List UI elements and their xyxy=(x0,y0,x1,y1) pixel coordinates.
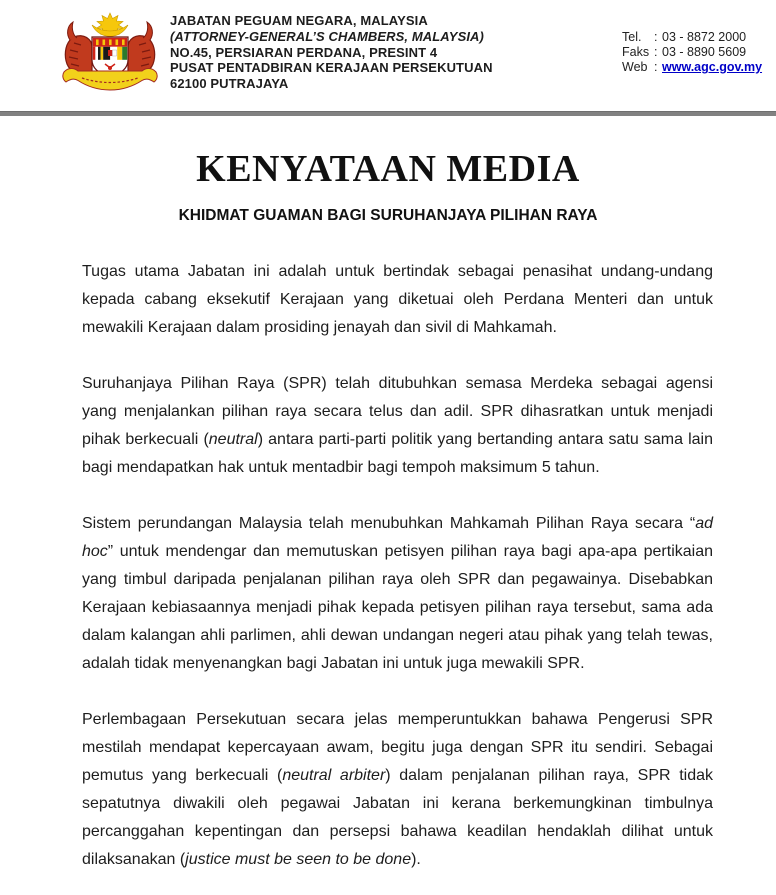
star-and-crescent-icon xyxy=(92,13,128,36)
fax-value: 03 - 8890 5609 xyxy=(662,45,747,59)
paragraph-4: Perlembagaan Persekutuan secara jelas memperuntukkan bahawa Pengerusi SPR mestilah mendapat kepercayaan awam, begitu juga dengan SPR itu sendiri. Sebagai pemutus yang berkecuali (neutral arbiter) dalam penjalanan pilihan raya, SPR tidak sepatutnya diwakili oleh pegawai Jabatan ini kerana berkemungkinan timbulnya percanggahan kepentingan dan persepsi bahawa keadilan hendaklah dilihat untuk dilaksanakan (justice must be seen to be done). xyxy=(82,711,714,868)
page-subtitle: KHIDMAT GUAMAN BAGI SURUHANJAYA PILIHAN RAYA xyxy=(178,207,598,224)
letterhead xyxy=(0,0,776,111)
address-line-1: NO.45, PERSIARAN PERDANA, PRESINT 4 xyxy=(170,44,438,60)
web-label: Web xyxy=(622,60,648,74)
paragraph-2: Suruhanjaya Pilihan Raya (SPR) telah ditubuhkan semasa Merdeka sebagai agensi yang menjalankan pilihan raya secara telus dan adil. SPR dihasratkan untuk menjadi pihak berkecuali (neutral) antara parti-parti politik yang bertanding antara satu sama lain bagi mendapatkan hak untuk mentadbir bagi tempoh maksimum 5 tahun. xyxy=(82,375,714,476)
paragraph-3: Sistem perundangan Malaysia telah menubuhkan Mahkamah Pilihan Raya secara “ad hoc” untuk mendengar dan memutuskan petisyen pilihan raya bagi apa-apa pertikaian yang timbul daripada penjalanan pilihan raya oleh SPR dan pegawainya. Disebabkan Kerajaan kebiasaannya menjadi pihak kepada petisyen pilihan raya tersebut, sama ada dalam kalangan ahli parlimen, ahli dewan undangan negeri atau pihak yang telah tewas, adalah tidak menyenangkan bagi Jabatan ini untuk juga mewakili SPR. xyxy=(82,515,713,672)
org-name-english-line: (ATTORNEY-GENERAL’S CHAMBERS, MALAYSIA) xyxy=(170,28,484,44)
website-link[interactable]: www.agc.gov.my xyxy=(662,60,763,74)
malaysia-coat-of-arms-logo xyxy=(58,12,162,100)
address-line-2: PUSAT PENTADBIRAN KERAJAAN PERSEKUTUAN xyxy=(170,60,493,76)
letterhead-divider xyxy=(0,111,776,116)
tel-separator: : xyxy=(654,30,658,44)
paragraph-1: Tugas utama Jabatan ini adalah untuk bertindak sebagai penasihat undang-undang kepada cabang eksekutif Kerajaan yang diketuai oleh Perdana Menteri dan untuk mewakili Kerajaan dalam prosiding jenayah dan sivil di Mahkamah. xyxy=(82,263,713,336)
address-line-3: 62100 PUTRAJAYA xyxy=(170,76,289,92)
tel-row xyxy=(622,30,762,45)
contact-block xyxy=(622,30,762,75)
office-address-block xyxy=(170,13,493,92)
fax-separator: : xyxy=(654,45,658,59)
fax-row xyxy=(622,45,762,60)
page-title: KENYATAAN MEDIA xyxy=(196,148,580,190)
web-row xyxy=(622,60,762,75)
banner-scroll-icon xyxy=(63,68,157,90)
fax-label: Faks xyxy=(622,45,650,59)
tel-value: 03 - 8872 2000 xyxy=(662,30,747,44)
document-body xyxy=(82,258,713,874)
tel-label: Tel. xyxy=(622,30,642,44)
org-name-line: JABATAN PEGUAM NEGARA, MALAYSIA xyxy=(170,13,428,28)
web-separator: : xyxy=(654,60,658,74)
